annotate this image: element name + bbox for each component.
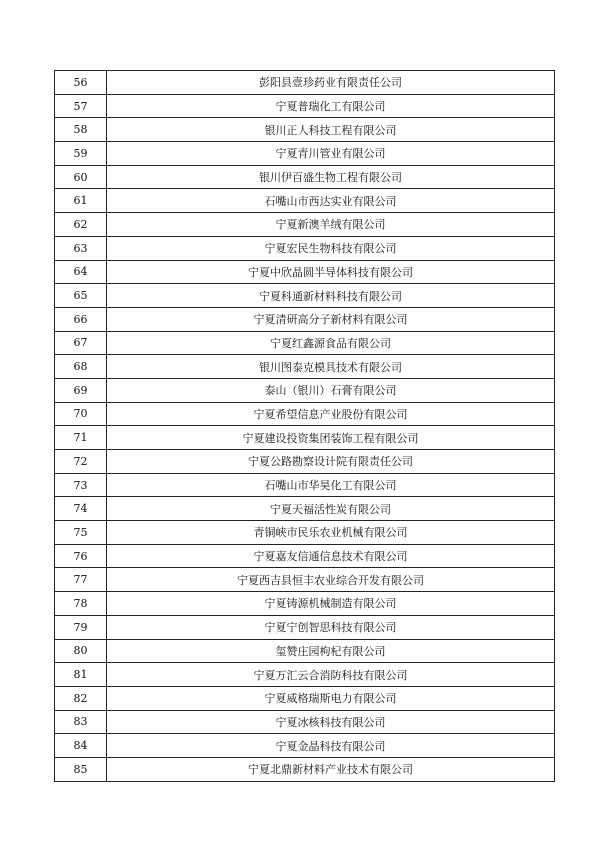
company-name-cell: 石嘴山市华昊化工有限公司 <box>107 473 555 497</box>
row-number-cell: 78 <box>55 592 107 616</box>
company-name-cell: 宁夏清研高分子新材料有限公司 <box>107 307 555 331</box>
company-name-cell: 宁夏威格瑞斯电力有限公司 <box>107 686 555 710</box>
row-number-cell: 61 <box>55 189 107 213</box>
company-name-cell: 宁夏公路勘察设计院有限责任公司 <box>107 450 555 474</box>
table-row <box>55 710 555 734</box>
company-name-cell: 宁夏天福活性炭有限公司 <box>107 497 555 521</box>
company-name-cell: 宁夏中欣晶圆半导体科技有限公司 <box>107 260 555 284</box>
row-number-cell: 71 <box>55 426 107 450</box>
row-number-cell: 57 <box>55 94 107 118</box>
table-row <box>55 165 555 189</box>
row-number-cell: 60 <box>55 165 107 189</box>
row-number-cell: 58 <box>55 118 107 142</box>
row-number-cell: 84 <box>55 734 107 758</box>
row-number-cell: 82 <box>55 686 107 710</box>
table-row <box>55 94 555 118</box>
row-number-cell: 70 <box>55 402 107 426</box>
table-row <box>55 284 555 308</box>
row-number-cell: 66 <box>55 307 107 331</box>
company-name-cell: 青铜峡市民乐农业机械有限公司 <box>107 521 555 545</box>
row-number-cell: 65 <box>55 284 107 308</box>
company-name-cell: 宁夏红鑫源食品有限公司 <box>107 331 555 355</box>
row-number-cell: 62 <box>55 213 107 237</box>
row-number-cell: 83 <box>55 710 107 734</box>
table-row <box>55 544 555 568</box>
table-row <box>55 521 555 545</box>
table-row <box>55 118 555 142</box>
table-row <box>55 639 555 663</box>
table-row <box>55 686 555 710</box>
company-name-cell: 宁夏西吉县恒丰农业综合开发有限公司 <box>107 568 555 592</box>
table-row <box>55 473 555 497</box>
company-name-cell: 石嘴山市西达实业有限公司 <box>107 189 555 213</box>
company-name-cell: 宁夏新澳羊绒有限公司 <box>107 213 555 237</box>
row-number-cell: 74 <box>55 497 107 521</box>
row-number-cell: 69 <box>55 378 107 402</box>
company-name-cell: 宁夏宁创智思科技有限公司 <box>107 615 555 639</box>
table-row <box>55 592 555 616</box>
company-table-body <box>55 71 555 782</box>
table-row <box>55 213 555 237</box>
table-row <box>55 497 555 521</box>
table-row <box>55 402 555 426</box>
table-row <box>55 355 555 379</box>
company-name-cell: 宁夏北鼎新材料产业技术有限公司 <box>107 757 555 781</box>
table-row <box>55 568 555 592</box>
company-name-cell: 宁夏青川管业有限公司 <box>107 142 555 166</box>
company-name-cell: 玺赞庄园枸杞有限公司 <box>107 639 555 663</box>
company-name-cell: 宁夏科通新材料科技有限公司 <box>107 284 555 308</box>
table-row <box>55 236 555 260</box>
company-table <box>54 70 555 782</box>
row-number-cell: 80 <box>55 639 107 663</box>
row-number-cell: 68 <box>55 355 107 379</box>
row-number-cell: 56 <box>55 71 107 95</box>
company-name-cell: 宁夏建设投资集团装饰工程有限公司 <box>107 426 555 450</box>
row-number-cell: 81 <box>55 663 107 687</box>
table-row <box>55 189 555 213</box>
company-name-cell: 宁夏希望信息产业股份有限公司 <box>107 402 555 426</box>
table-row <box>55 663 555 687</box>
company-name-cell: 泰山（银川）石膏有限公司 <box>107 378 555 402</box>
company-name-cell: 银川正人科技工程有限公司 <box>107 118 555 142</box>
table-row <box>55 307 555 331</box>
row-number-cell: 77 <box>55 568 107 592</box>
table-row <box>55 71 555 95</box>
row-number-cell: 64 <box>55 260 107 284</box>
table-row <box>55 260 555 284</box>
company-name-cell: 宁夏嘉友信通信息技术有限公司 <box>107 544 555 568</box>
company-name-cell: 宁夏冰核科技有限公司 <box>107 710 555 734</box>
company-name-cell: 银川伊百盛生物工程有限公司 <box>107 165 555 189</box>
row-number-cell: 75 <box>55 521 107 545</box>
table-row <box>55 426 555 450</box>
company-name-cell: 宁夏铸源机械制造有限公司 <box>107 592 555 616</box>
table-row <box>55 331 555 355</box>
table-row <box>55 734 555 758</box>
company-name-cell: 彭阳县壹珍药业有限责任公司 <box>107 71 555 95</box>
row-number-cell: 76 <box>55 544 107 568</box>
row-number-cell: 63 <box>55 236 107 260</box>
row-number-cell: 72 <box>55 450 107 474</box>
company-name-cell: 宁夏普瑞化工有限公司 <box>107 94 555 118</box>
row-number-cell: 59 <box>55 142 107 166</box>
row-number-cell: 73 <box>55 473 107 497</box>
table-row <box>55 378 555 402</box>
company-name-cell: 宁夏万汇云合消防科技有限公司 <box>107 663 555 687</box>
row-number-cell: 79 <box>55 615 107 639</box>
table-row <box>55 142 555 166</box>
company-name-cell: 宁夏金晶科技有限公司 <box>107 734 555 758</box>
company-name-cell: 银川图泰克模具技术有限公司 <box>107 355 555 379</box>
table-row <box>55 450 555 474</box>
row-number-cell: 67 <box>55 331 107 355</box>
table-row <box>55 757 555 781</box>
company-name-cell: 宁夏宏民生物科技有限公司 <box>107 236 555 260</box>
table-row <box>55 615 555 639</box>
row-number-cell: 85 <box>55 757 107 781</box>
